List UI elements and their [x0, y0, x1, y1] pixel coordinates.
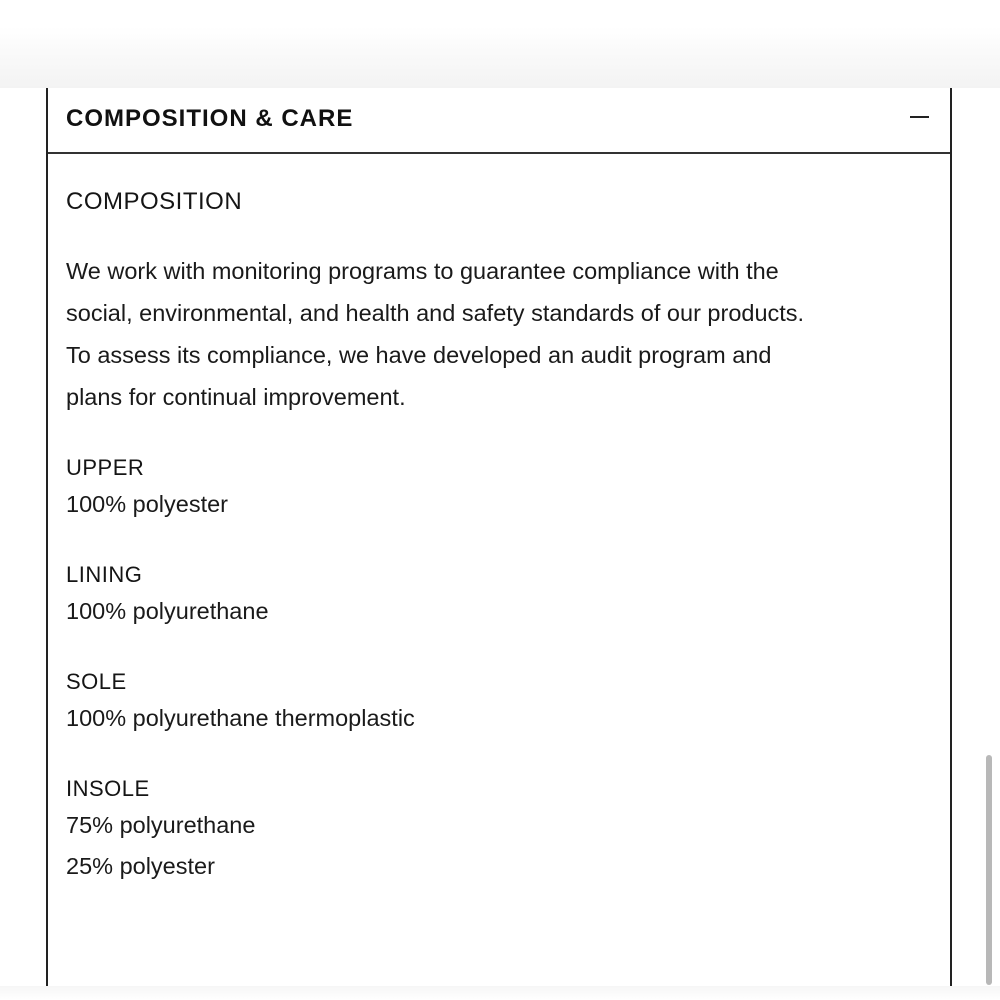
- composition-item-upper: [66, 452, 932, 525]
- item-label: INSOLE: [66, 776, 150, 801]
- composition-item-insole: [66, 773, 932, 887]
- item-value: 75% polyurethane: [66, 812, 256, 838]
- accordion-title: COMPOSITION & CARE: [66, 105, 354, 132]
- item-value: 100% polyester: [66, 491, 228, 517]
- intro-line: To assess its compliance, we have developed an audit program and: [66, 342, 772, 368]
- item-label: LINING: [66, 562, 143, 587]
- accordion-header[interactable]: [48, 88, 950, 154]
- item-value: 25% polyester: [66, 853, 215, 879]
- accordion-body: [48, 187, 950, 887]
- bottom-shadow-band: [0, 986, 1000, 1000]
- intro-line: social, environmental, and health and safety standards of our products.: [66, 300, 805, 326]
- composition-intro: [66, 250, 932, 418]
- minus-icon[interactable]: [910, 107, 930, 127]
- top-shadow-band: [0, 0, 1000, 88]
- item-label: UPPER: [66, 455, 145, 480]
- intro-line: plans for continual improvement.: [66, 384, 406, 410]
- composition-item-lining: [66, 559, 932, 632]
- composition-care-panel: [46, 88, 952, 988]
- scrollbar-thumb[interactable]: [986, 755, 992, 985]
- composition-heading: COMPOSITION: [66, 188, 243, 215]
- item-label: SOLE: [66, 669, 127, 694]
- intro-line: We work with monitoring programs to guarantee compliance with the: [66, 258, 779, 284]
- item-value: 100% polyurethane: [66, 598, 269, 624]
- item-value: 100% polyurethane thermoplastic: [66, 705, 415, 731]
- composition-item-sole: [66, 666, 932, 739]
